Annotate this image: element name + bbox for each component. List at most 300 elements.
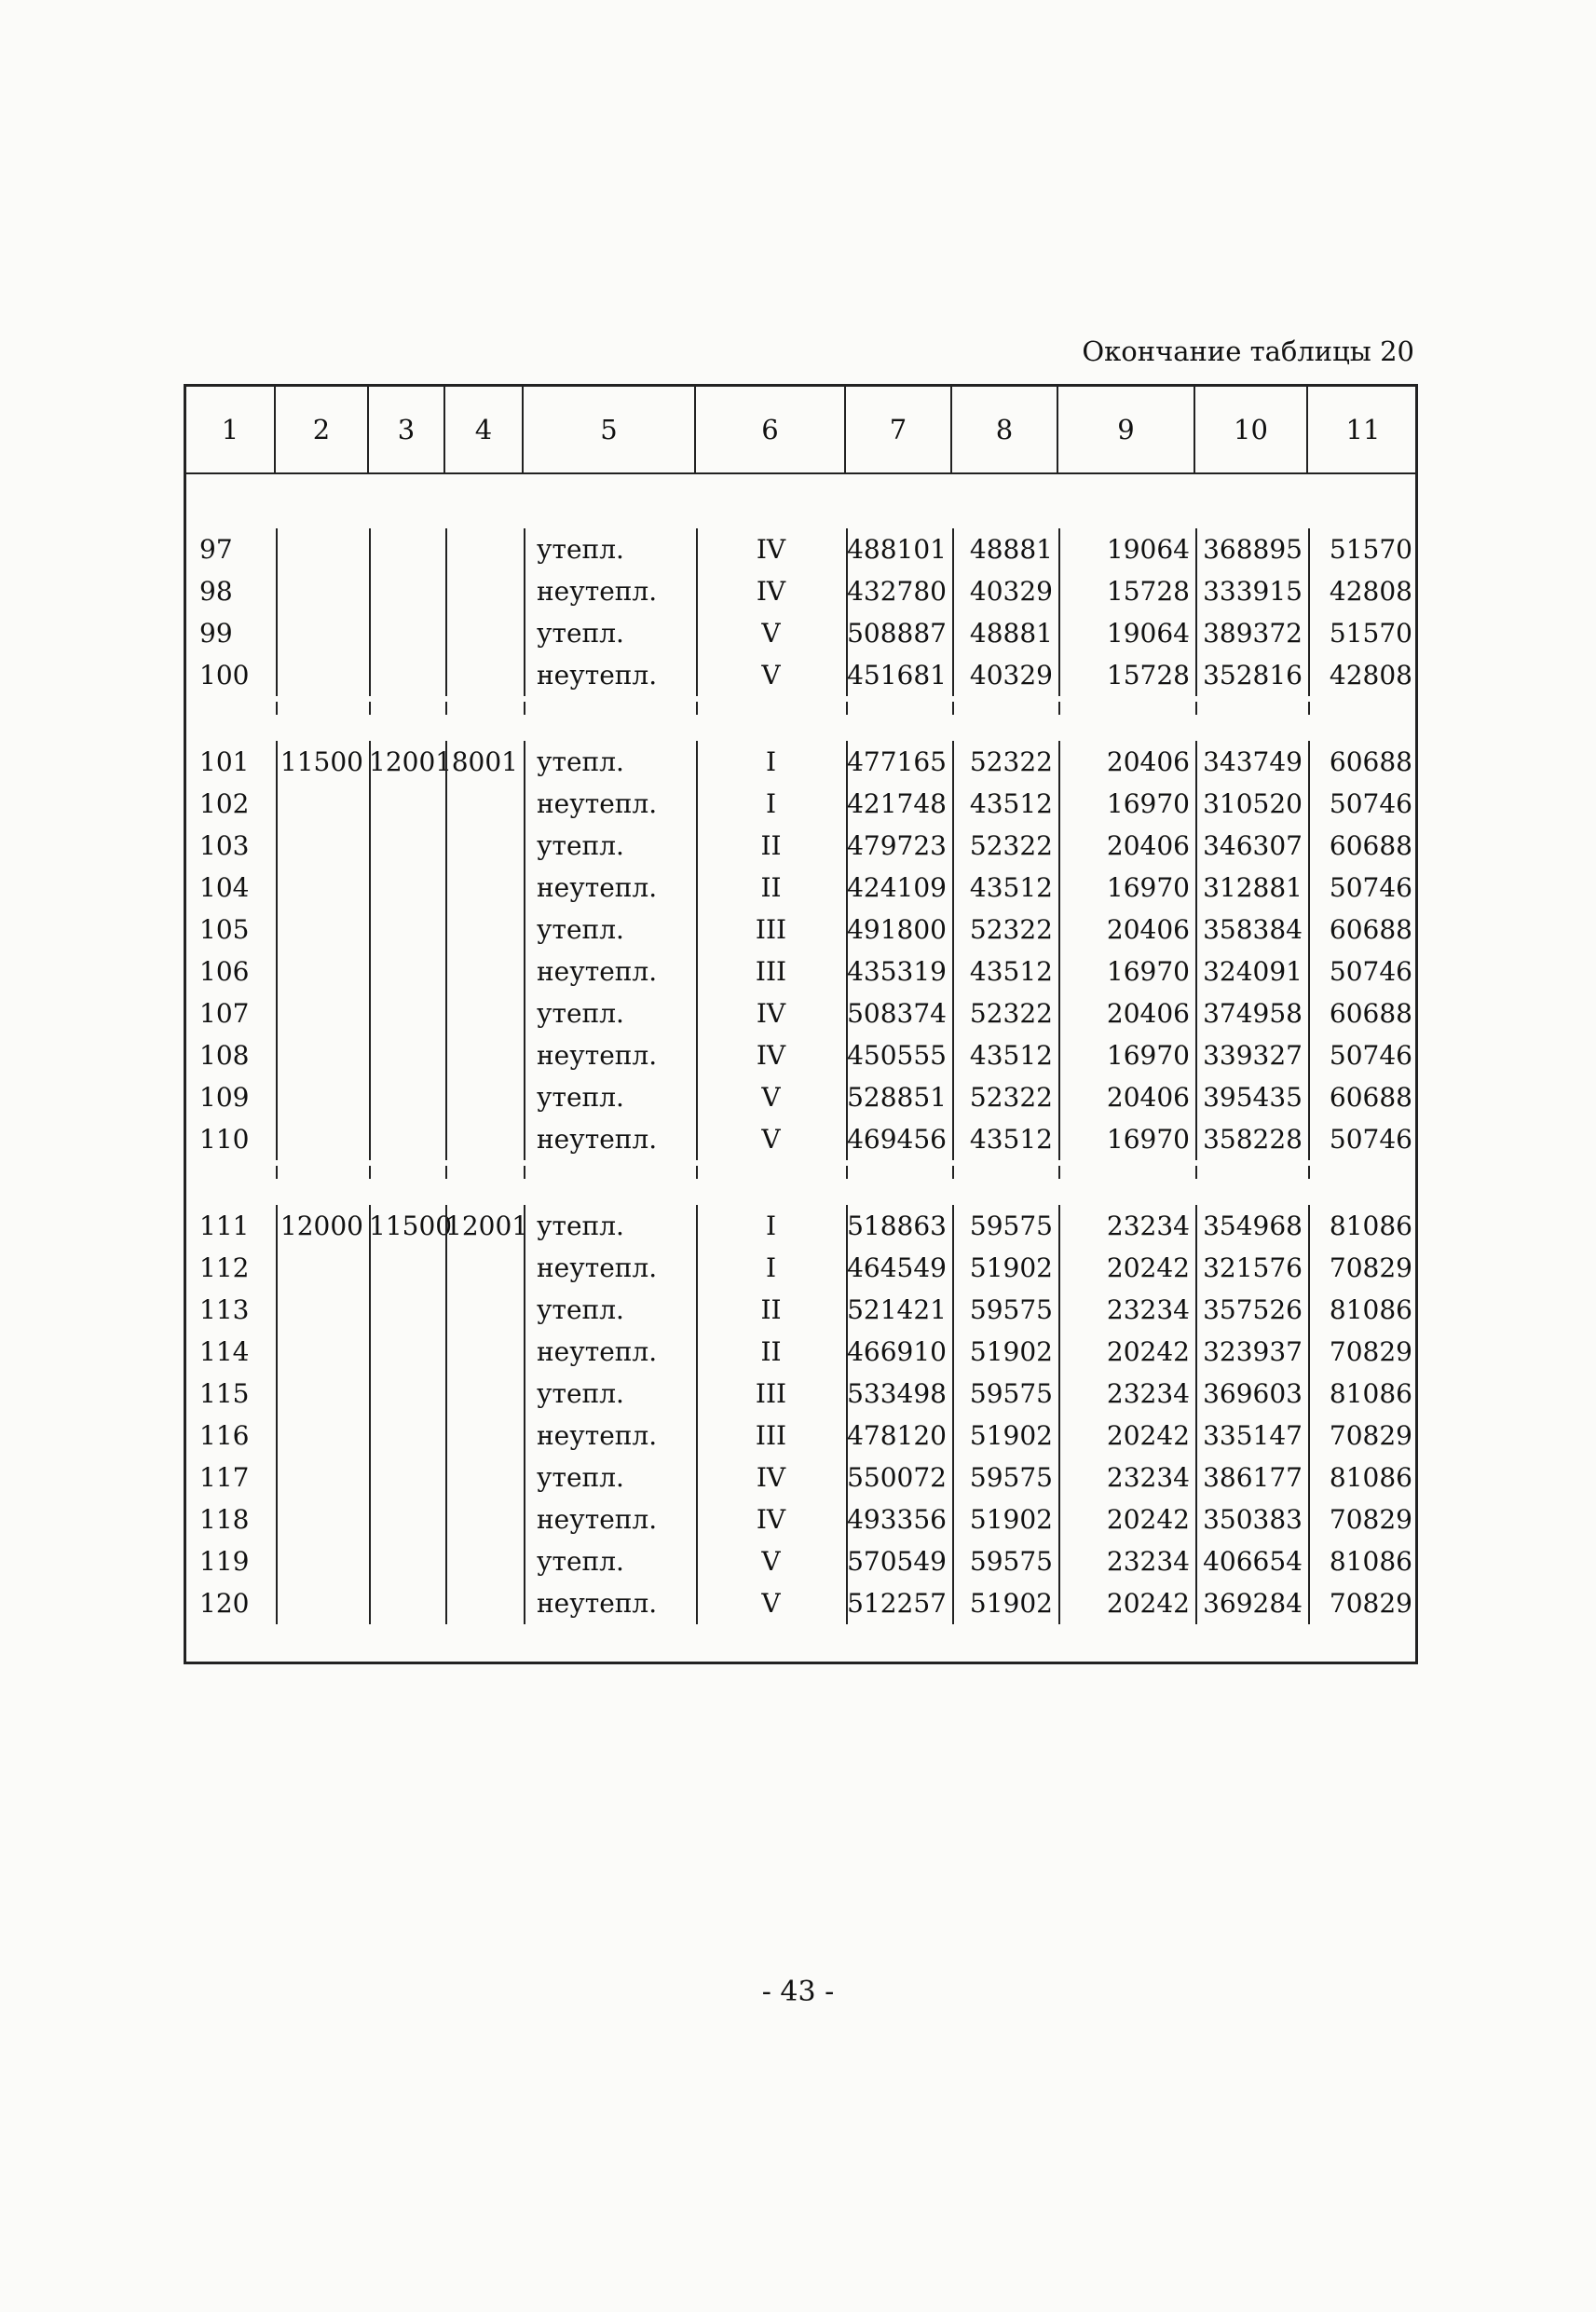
table-cell-col-2	[276, 1118, 369, 1160]
column-separator	[952, 951, 954, 992]
table-row	[186, 909, 1415, 951]
column-header-10: 10	[1195, 387, 1308, 472]
table-cell-col-2	[276, 951, 369, 992]
table-row	[186, 1247, 1415, 1289]
table-row	[186, 612, 1415, 654]
column-separator	[952, 1498, 954, 1540]
column-separator	[276, 909, 278, 951]
column-separator	[276, 1034, 278, 1076]
table-cell-col-7: 550072	[847, 1462, 947, 1493]
table-cell-col-8: 48881	[969, 618, 1053, 649]
column-separator	[952, 1457, 954, 1498]
group-gap-tick	[276, 1166, 278, 1179]
table-cell-col-1: 102	[199, 788, 250, 819]
column-separator	[1058, 1540, 1060, 1582]
table-cell-col-1: 106	[199, 956, 250, 987]
table-cell-col-4	[445, 1582, 524, 1624]
column-separator	[1058, 825, 1060, 867]
table-cell-col-3	[369, 867, 445, 909]
column-separator	[952, 1076, 954, 1118]
table-cell-col-7: 528851	[847, 1082, 947, 1113]
table-cell-col-1: 114	[199, 1336, 250, 1367]
column-separator	[276, 612, 278, 654]
column-separator	[952, 992, 954, 1034]
column-separator	[846, 528, 848, 570]
column-separator	[445, 1247, 447, 1289]
column-separator	[445, 1076, 447, 1118]
table-cell-col-7: 570549	[847, 1546, 947, 1577]
column-separator	[1058, 867, 1060, 909]
column-separator	[369, 1540, 371, 1582]
column-separator	[696, 867, 698, 909]
column-header-7: 7	[846, 387, 952, 472]
table-cell-col-5: неутепл.	[537, 1252, 658, 1283]
group-gap-tick	[846, 702, 848, 715]
column-separator	[445, 1289, 447, 1331]
column-separator	[952, 1118, 954, 1160]
column-separator	[952, 1289, 954, 1331]
table-cell-col-7: 451681	[847, 660, 947, 691]
table-cell-col-9: 23234	[1106, 1462, 1190, 1493]
table-cell-col-3	[369, 1582, 445, 1624]
column-separator	[1308, 1118, 1310, 1160]
column-separator	[1308, 1415, 1310, 1457]
table-cell-col-11: 70829	[1329, 1588, 1412, 1619]
table-cell-col-10: 358384	[1203, 914, 1303, 945]
column-header-5: 5	[524, 387, 696, 472]
column-separator	[276, 1540, 278, 1582]
table-cell-col-6: II	[760, 872, 782, 903]
table-cell-col-11: 42808	[1329, 660, 1412, 691]
column-separator	[524, 528, 525, 570]
column-separator	[952, 1540, 954, 1582]
column-separator	[846, 612, 848, 654]
column-separator	[276, 1205, 278, 1247]
table-cell-col-10: 368895	[1203, 534, 1303, 565]
table-cell-col-10: 395435	[1203, 1082, 1303, 1113]
column-separator	[952, 825, 954, 867]
table-cell-col-6: II	[760, 1294, 782, 1325]
page-number: - 43 -	[761, 1976, 835, 2008]
table-cell-col-5: неутепл.	[537, 660, 658, 691]
column-separator	[696, 741, 698, 783]
column-separator	[696, 1582, 698, 1624]
table-cell-col-11: 70829	[1329, 1252, 1412, 1283]
column-separator	[952, 867, 954, 909]
table-row	[186, 1498, 1415, 1540]
table-cell-col-11: 51570	[1329, 618, 1412, 649]
table-cell-col-3	[369, 1498, 445, 1540]
table-cell-col-10: 324091	[1203, 956, 1303, 987]
column-separator	[1195, 1034, 1197, 1076]
column-separator	[696, 528, 698, 570]
column-separator	[369, 1289, 371, 1331]
table-cell-col-7: 518863	[847, 1211, 947, 1241]
table-cell-col-6: I	[765, 1252, 777, 1283]
table-cell-col-4	[445, 867, 524, 909]
column-separator	[1058, 783, 1060, 825]
table-row	[186, 1582, 1415, 1624]
table-cell-col-9: 20242	[1106, 1336, 1190, 1367]
table-cell-col-5: утепл.	[537, 746, 624, 777]
column-separator	[445, 1457, 447, 1498]
table-cell-col-9: 20242	[1106, 1420, 1190, 1451]
column-separator	[369, 1415, 371, 1457]
column-separator	[1058, 570, 1060, 612]
table-cell-col-5: утепл.	[537, 1294, 624, 1325]
group-gap-tick	[276, 702, 278, 715]
table-cell-col-2	[276, 1415, 369, 1457]
column-separator	[369, 1034, 371, 1076]
column-separator	[846, 1373, 848, 1415]
column-separator	[445, 1582, 447, 1624]
column-separator	[1308, 867, 1310, 909]
table-cell-col-6: V	[761, 660, 781, 691]
table-cell-col-6: V	[761, 1588, 781, 1619]
table-row	[186, 528, 1415, 570]
column-separator	[1195, 1289, 1197, 1331]
column-separator	[1308, 1034, 1310, 1076]
column-separator	[524, 1076, 525, 1118]
table-cell-col-1: 119	[199, 1546, 250, 1577]
column-separator	[524, 992, 525, 1034]
table-cell-col-9: 23234	[1106, 1378, 1190, 1409]
column-separator	[846, 1498, 848, 1540]
column-separator	[1308, 1373, 1310, 1415]
column-separator	[369, 741, 371, 783]
column-separator	[1195, 1457, 1197, 1498]
column-separator	[1058, 1331, 1060, 1373]
group-gap-tick	[1308, 1166, 1310, 1179]
table-cell-col-3	[369, 783, 445, 825]
table-cell-col-9: 20406	[1106, 746, 1190, 777]
column-separator	[1058, 1457, 1060, 1498]
table-cell-col-7: 435319	[847, 956, 947, 987]
column-separator	[276, 528, 278, 570]
table-row	[186, 1331, 1415, 1373]
column-separator	[369, 783, 371, 825]
table-cell-col-7: 466910	[847, 1336, 947, 1367]
table-cell-col-8: 43512	[969, 1040, 1053, 1071]
column-separator	[445, 867, 447, 909]
group-gap-tick	[846, 1166, 848, 1179]
column-separator	[846, 1118, 848, 1160]
column-separator	[696, 992, 698, 1034]
column-separator	[846, 1415, 848, 1457]
column-separator	[1195, 867, 1197, 909]
table-cell-col-1: 104	[199, 872, 250, 903]
group-gap-tick	[445, 702, 447, 715]
table-cell-col-6: II	[760, 830, 782, 861]
table-cell-col-10: 358228	[1203, 1124, 1303, 1155]
column-separator	[369, 1498, 371, 1540]
table-cell-col-2	[276, 825, 369, 867]
column-separator	[369, 612, 371, 654]
table-cell-col-4	[445, 825, 524, 867]
table-cell-col-5: утепл.	[537, 830, 624, 861]
column-separator	[276, 867, 278, 909]
table-cell-col-3: 12001	[369, 746, 453, 777]
table-cell-col-9: 23234	[1106, 1211, 1190, 1241]
table-cell-col-11: 81086	[1329, 1546, 1412, 1577]
column-separator	[276, 1582, 278, 1624]
column-separator	[952, 1247, 954, 1289]
group-gap-tick	[369, 1166, 371, 1179]
table-cell-col-1: 109	[199, 1082, 250, 1113]
column-separator	[276, 570, 278, 612]
table-cell-col-9: 20242	[1106, 1252, 1190, 1283]
column-separator	[952, 654, 954, 696]
column-separator	[696, 612, 698, 654]
table-cell-col-8: 43512	[969, 872, 1053, 903]
column-separator	[276, 825, 278, 867]
column-separator	[369, 992, 371, 1034]
column-separator	[524, 1289, 525, 1331]
table-cell-col-11: 60688	[1329, 746, 1412, 777]
table-cell-col-10: 323937	[1203, 1336, 1303, 1367]
column-separator	[846, 909, 848, 951]
table-cell-col-5: неутепл.	[537, 872, 658, 903]
table-cell-col-4	[445, 1373, 524, 1415]
column-separator	[1058, 1205, 1060, 1247]
table-cell-col-8: 52322	[969, 830, 1053, 861]
column-separator	[1308, 909, 1310, 951]
table-cell-col-2	[276, 1373, 369, 1415]
table-cell-col-7: 521421	[847, 1294, 947, 1325]
table-cell-col-3	[369, 1289, 445, 1331]
column-separator	[1308, 1540, 1310, 1582]
table-cell-col-10: 312881	[1203, 872, 1303, 903]
table-cell-col-10: 321576	[1203, 1252, 1303, 1283]
table-cell-col-11: 81086	[1329, 1462, 1412, 1493]
group-gap-tick	[369, 702, 371, 715]
column-separator	[524, 1582, 525, 1624]
table-cell-col-6: III	[755, 956, 787, 987]
table-cell-col-6: III	[755, 1378, 787, 1409]
column-separator	[276, 741, 278, 783]
table-cell-col-6: V	[761, 618, 781, 649]
column-separator	[696, 783, 698, 825]
table-cell-col-7: 488101	[847, 534, 947, 565]
table-cell-col-9: 19064	[1106, 534, 1190, 565]
table-cell-col-2	[276, 1076, 369, 1118]
column-separator	[1308, 528, 1310, 570]
column-separator	[276, 1118, 278, 1160]
column-separator	[1195, 1415, 1197, 1457]
column-header-2: 2	[276, 387, 369, 472]
table-cell-col-5: утепл.	[537, 618, 624, 649]
table-cell-col-10: 333915	[1203, 576, 1303, 607]
column-separator	[1308, 741, 1310, 783]
table-cell-col-1: 107	[199, 998, 250, 1029]
table-cell-col-10: 406654	[1203, 1546, 1303, 1577]
column-separator	[1308, 951, 1310, 992]
table-cell-col-11: 70829	[1329, 1504, 1412, 1535]
table-cell-col-2	[276, 570, 369, 612]
column-separator	[445, 570, 447, 612]
table-cell-col-4	[445, 1034, 524, 1076]
column-separator	[1195, 612, 1197, 654]
column-separator	[445, 1415, 447, 1457]
column-separator	[696, 1540, 698, 1582]
table-cell-col-4	[445, 1540, 524, 1582]
table-cell-col-11: 60688	[1329, 998, 1412, 1029]
table-cell-col-3	[369, 825, 445, 867]
table-cell-col-7: 491800	[847, 914, 947, 945]
column-separator	[445, 654, 447, 696]
column-separator	[846, 654, 848, 696]
table-cell-col-10: 339327	[1203, 1040, 1303, 1071]
table-cell-col-5: утепл.	[537, 1082, 624, 1113]
group-gap-tick	[696, 702, 698, 715]
column-separator	[1058, 1415, 1060, 1457]
table-row	[186, 1034, 1415, 1076]
table-cell-col-4	[445, 909, 524, 951]
column-separator	[696, 1118, 698, 1160]
column-separator	[1308, 1498, 1310, 1540]
table-cell-col-3	[369, 1034, 445, 1076]
table-cell-col-9: 23234	[1106, 1546, 1190, 1577]
column-separator	[276, 1457, 278, 1498]
column-separator	[369, 1582, 371, 1624]
table-cell-col-4: 8001	[451, 746, 518, 777]
table-cell-col-5: утепл.	[537, 914, 624, 945]
group-gap-tick	[1058, 702, 1060, 715]
column-separator	[1195, 741, 1197, 783]
table-cell-col-11: 50746	[1329, 956, 1412, 987]
column-separator	[1308, 1247, 1310, 1289]
table-cell-col-4	[445, 1331, 524, 1373]
table-cell-col-6: III	[755, 1420, 787, 1451]
column-separator	[445, 909, 447, 951]
table-cell-col-8: 59575	[969, 1378, 1053, 1409]
table-cell-col-3	[369, 570, 445, 612]
table-cell-col-1: 116	[199, 1420, 250, 1451]
column-separator	[952, 1373, 954, 1415]
table-cell-col-3	[369, 654, 445, 696]
table-cell-col-2	[276, 783, 369, 825]
table-cell-col-5: неутепл.	[537, 1124, 658, 1155]
table-cell-col-3	[369, 1076, 445, 1118]
table-cell-col-11: 70829	[1329, 1420, 1412, 1451]
column-separator	[696, 570, 698, 612]
column-separator	[1195, 1118, 1197, 1160]
table-cell-col-6: I	[765, 788, 777, 819]
column-separator	[1058, 1247, 1060, 1289]
column-separator	[846, 992, 848, 1034]
column-separator	[1195, 1247, 1197, 1289]
table-cell-col-8: 52322	[969, 914, 1053, 945]
column-separator	[369, 825, 371, 867]
table-row	[186, 1289, 1415, 1331]
column-separator	[952, 1582, 954, 1624]
column-separator	[1308, 654, 1310, 696]
table-cell-col-6: I	[765, 746, 777, 777]
group-gap-tick	[524, 702, 525, 715]
table-cell-col-8: 40329	[969, 660, 1053, 691]
table-cell-col-8: 51902	[969, 1420, 1053, 1451]
table-cell-col-3	[369, 992, 445, 1034]
table-cell-col-1: 112	[199, 1252, 250, 1283]
table-cell-col-9: 20242	[1106, 1504, 1190, 1535]
column-separator	[1058, 741, 1060, 783]
table-cell-col-1: 103	[199, 830, 250, 861]
column-separator	[524, 951, 525, 992]
column-separator	[1058, 528, 1060, 570]
column-separator	[846, 1205, 848, 1247]
table-cell-col-10: 369603	[1203, 1378, 1303, 1409]
table-cell-col-8: 43512	[969, 956, 1053, 987]
table-cell-col-4	[445, 783, 524, 825]
table-cell-col-10: 352816	[1203, 660, 1303, 691]
table-row	[186, 1205, 1415, 1247]
table-cell-col-8: 59575	[969, 1462, 1053, 1493]
column-separator	[445, 528, 447, 570]
table-cell-col-9: 23234	[1106, 1294, 1190, 1325]
column-separator	[524, 1331, 525, 1373]
table-cell-col-4	[445, 1415, 524, 1457]
column-separator	[445, 825, 447, 867]
table-cell-col-7: 432780	[847, 576, 947, 607]
table-cell-col-7: 450555	[847, 1040, 947, 1071]
table-cell-col-7: 477165	[847, 746, 947, 777]
table-cell-col-11: 81086	[1329, 1294, 1412, 1325]
table-cell-col-3	[369, 1415, 445, 1457]
column-separator	[445, 1034, 447, 1076]
table-cell-col-8: 59575	[969, 1294, 1053, 1325]
table-cell-col-4	[445, 992, 524, 1034]
table-row	[186, 867, 1415, 909]
table-cell-col-8: 43512	[969, 1124, 1053, 1155]
table-cell-col-10: 354968	[1203, 1211, 1303, 1241]
table-cell-col-9: 16970	[1106, 788, 1190, 819]
table-cell-col-4	[445, 612, 524, 654]
table-cell-col-11: 51570	[1329, 534, 1412, 565]
column-separator	[445, 1498, 447, 1540]
column-separator	[1058, 1076, 1060, 1118]
column-separator	[696, 1457, 698, 1498]
column-separator	[1195, 951, 1197, 992]
column-separator	[524, 1034, 525, 1076]
table-cell-col-4	[445, 1498, 524, 1540]
column-separator	[1308, 783, 1310, 825]
table-row	[186, 783, 1415, 825]
column-separator	[846, 1247, 848, 1289]
table-cell-col-4	[445, 528, 524, 570]
data-table	[184, 384, 1418, 1664]
column-separator	[524, 1247, 525, 1289]
column-separator	[952, 741, 954, 783]
column-separator	[1195, 1331, 1197, 1373]
table-cell-col-7: 508374	[847, 998, 947, 1029]
table-cell-col-2	[276, 1498, 369, 1540]
table-cell-col-11: 60688	[1329, 914, 1412, 945]
table-cell-col-8: 51902	[969, 1336, 1053, 1367]
table-cell-col-6: IV	[756, 1504, 786, 1535]
column-separator	[524, 1415, 525, 1457]
column-separator	[524, 1540, 525, 1582]
table-cell-col-8: 51902	[969, 1252, 1053, 1283]
table-cell-col-1: 99	[199, 618, 233, 649]
column-separator	[445, 1118, 447, 1160]
table-cell-col-6: IV	[756, 1462, 786, 1493]
table-cell-col-2	[276, 528, 369, 570]
table-row	[186, 741, 1415, 783]
table-cell-col-11: 81086	[1329, 1378, 1412, 1409]
column-separator	[445, 741, 447, 783]
column-separator	[952, 1331, 954, 1373]
table-cell-col-5: неутепл.	[537, 1336, 658, 1367]
